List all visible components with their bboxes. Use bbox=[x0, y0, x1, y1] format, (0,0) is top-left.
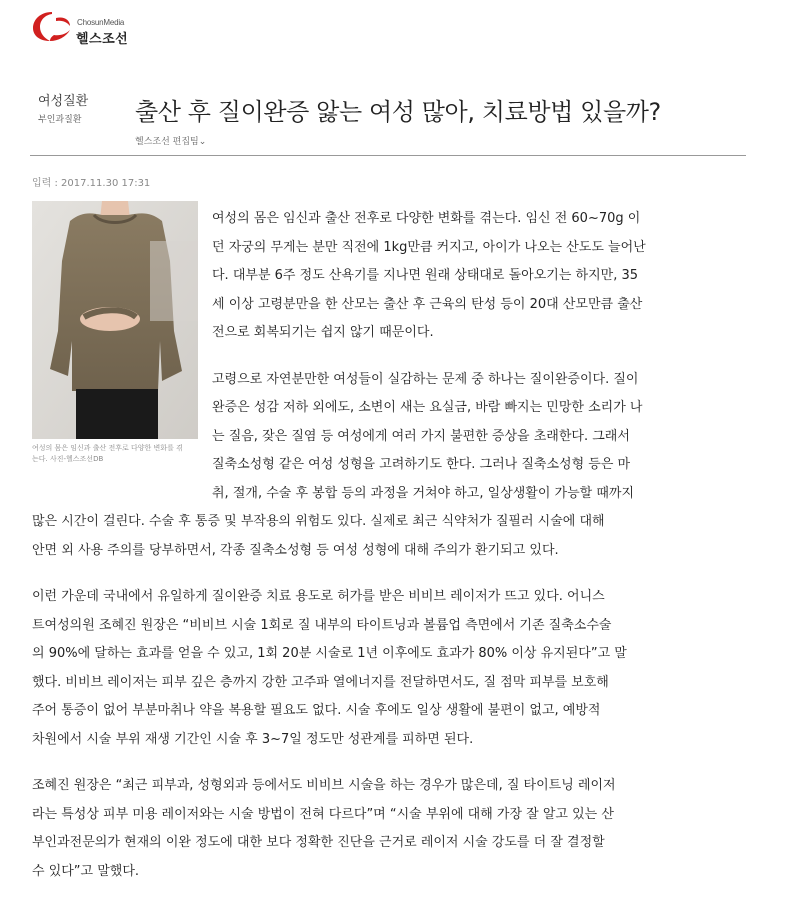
body-line: 여성의 몸은 임신과 출산 전후로 다양한 변화를 겪는다. 임신 전 60~70g 이 bbox=[212, 211, 641, 226]
paragraph-1 bbox=[32, 205, 714, 348]
body-line: 주어 통증이 없어 부분마취나 약을 복용할 필요도 없다. 시술 후에도 일상 생활에 불편이 없고, 예방적 bbox=[32, 703, 601, 718]
paragraph-2 bbox=[32, 366, 714, 566]
caption-line: 여성의 몸은 임신과 출산 전후로 다양한 변화를 겪 bbox=[32, 444, 183, 452]
body-line: 완증은 성감 저하 외에도, 소변이 새는 요실금, 바람 빠지는 민망한 소리가 나 bbox=[212, 400, 643, 415]
logo-small-text: ChosunMedia bbox=[77, 18, 125, 27]
body-line: 수 있다”고 말했다. bbox=[32, 863, 140, 879]
body-line: 고령으로 자연분만한 여성들이 실감하는 문제 중 하나는 질이완증이다. 질이 bbox=[212, 371, 639, 387]
body-line: 차원에서 시술 부위 재생 기간인 시술 후 3~7일 정도만 성관계를 피하면 된다. bbox=[32, 731, 474, 747]
paragraph-3 bbox=[32, 583, 714, 754]
subcategory-link[interactable]: 부인과질환 bbox=[38, 115, 82, 125]
body-line: 던 자궁의 무게는 분만 직전에 1kg만큼 커지고, 아이가 나오는 산도도 늘어난 bbox=[212, 239, 646, 255]
body-line: 라는 특성상 피부 미용 레이저와는 시술 방법이 전혀 다르다”며 “시술 부위에 대해 가장 잘 알고 있는 산 bbox=[32, 806, 614, 822]
body-line: 질축소성형 같은 여성 성형을 고려하기도 한다. 그러나 질축소성형 등은 마 bbox=[212, 457, 631, 472]
published-date: 입력 : 2017.11.30 17:31 bbox=[32, 178, 151, 189]
body-line: 부인과전문의가 현재의 이완 정도에 대한 보다 정확한 진단을 근거로 레이저 시술 강도를 더 잘 결정할 bbox=[32, 835, 605, 850]
body-line: 조혜진 원장은 “최근 피부과, 성형외과 등에서도 비비브 시술을 하는 경우가 많은데, 질 타이트닝 레이저 bbox=[32, 778, 616, 793]
body-line: 세 이상 고령분만을 한 산모는 출산 후 근육의 탄성 등이 20대 산모만큼 출산 bbox=[212, 296, 643, 312]
byline-author: 헬스조선 편집팀 bbox=[135, 137, 199, 147]
chosun-logo-icon bbox=[30, 8, 74, 44]
body-line: 다. 대부분 6주 정도 산욕기를 지나면 원래 상태대로 돌아오기는 하지만, 35 bbox=[212, 268, 639, 283]
body-line: 의 90%에 달하는 효과를 얻을 수 있고, 1회 20분 시술로 1년 이후에도 효과가 80% 이상 유지된다”고 말 bbox=[32, 646, 627, 661]
body-line: 안면 외 사용 주의를 당부하면서, 각종 질축소성형 등 여성 성형에 대해 주의가 환기되고 있다. bbox=[32, 542, 559, 558]
paragraph-4 bbox=[32, 772, 714, 886]
caption-line: 는다. 사진-헬스조선DB bbox=[32, 455, 104, 463]
category-link[interactable]: 여성질환 bbox=[38, 94, 89, 109]
article-title: 출산 후 질이완증 앓는 여성 많아, 치료방법 있을까? bbox=[135, 98, 661, 126]
title-divider bbox=[30, 155, 746, 156]
logo-big-text: 헬스조선 bbox=[76, 32, 129, 47]
byline-dropdown[interactable] bbox=[135, 134, 206, 147]
body-line: 많은 시간이 걸린다. 수술 후 통증 및 부작용의 위험도 있다. 실제로 최근 식약처가 질필러 시술에 대해 bbox=[32, 514, 605, 529]
body-line: 취, 절개, 수술 후 봉합 등의 과정을 거쳐야 하고, 일상생활이 가능할 때까지 bbox=[212, 485, 635, 501]
body-line: 전으로 회복되기는 쉽지 않기 때문이다. bbox=[212, 325, 434, 340]
body-line: 했다. 비비브 레이저는 피부 깊은 층까지 강한 고주파 열에너지를 전달하면서도, 질 점막 피부를 보호해 bbox=[32, 674, 609, 690]
body-line: 는 질음, 잦은 질염 등 여성에게 여러 가지 불편한 증상을 초래한다. 그래서 bbox=[212, 428, 630, 444]
article-body bbox=[32, 205, 714, 886]
chevron-down-icon: ⌄ bbox=[198, 137, 207, 147]
body-line: 트여성의원 조혜진 원장은 “비비브 시술 1회로 질 내부의 타이트닝과 볼륨업 측면에서 기존 질축소수술 bbox=[32, 617, 612, 633]
site-logo[interactable] bbox=[30, 8, 140, 47]
body-line: 이런 가운데 국내에서 유일하게 질이완증 치료 용도로 허가를 받은 비비브 레이저가 뜨고 있다. 어니스 bbox=[32, 589, 605, 604]
